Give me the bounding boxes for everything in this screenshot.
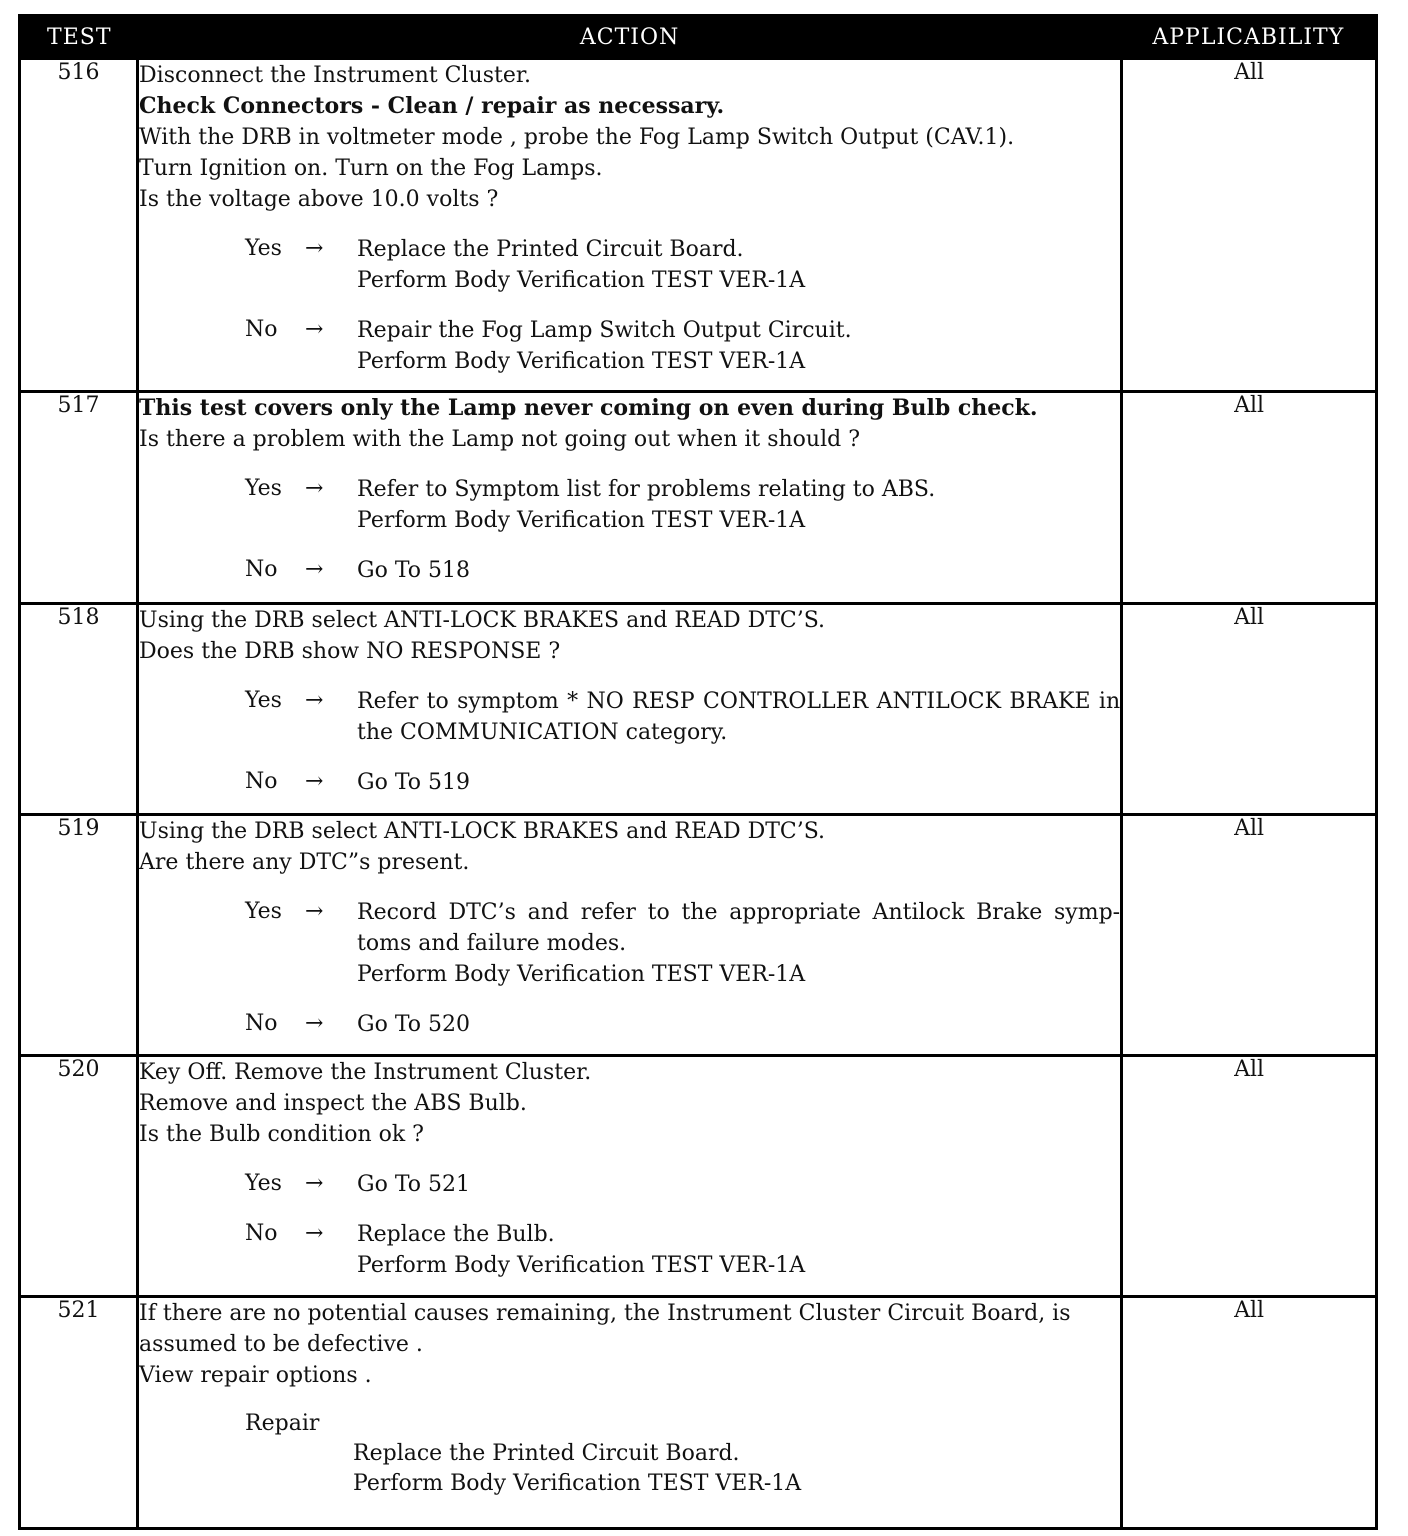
repair-action <box>353 1439 1120 1499</box>
response-action-line: Refer to symptom * NO RESP CONTROLLER ANTILOCK BRAKE in the COMMUNICATION category. <box>357 689 1121 745</box>
response-action <box>357 234 1120 296</box>
response-action-line: Perform Body Verification TEST VER-1A <box>357 508 806 533</box>
response-action <box>357 474 1120 536</box>
test-number: 516 <box>20 59 138 392</box>
action-instruction: Remove and inspect the ABS Bulb. <box>139 1091 527 1116</box>
response-action-line: Go To 519 <box>357 770 471 795</box>
response-label: Yes <box>245 899 282 924</box>
response-label: Yes <box>245 688 282 713</box>
header-test: TEST <box>20 16 138 59</box>
arrow-right-icon: → <box>305 688 324 713</box>
action-instruction: Is there a problem with the Lamp not going out when it should ? <box>139 427 861 452</box>
arrow-right-icon: → <box>305 769 324 794</box>
arrow-right-icon: → <box>305 1171 324 1196</box>
action-instruction: View repair options . <box>139 1363 372 1388</box>
test-number: 519 <box>20 815 138 1056</box>
test-action <box>138 604 1122 815</box>
response-label: No <box>245 1011 278 1036</box>
repair-label: Repair <box>245 1411 320 1436</box>
response-no <box>245 315 1120 377</box>
response-label: Yes <box>245 236 282 261</box>
response-action-line: Repair the Fog Lamp Switch Output Circuit. <box>357 318 852 343</box>
applicability-value: All <box>1122 1056 1377 1297</box>
response-action <box>357 686 1120 748</box>
arrow-right-icon: → <box>305 557 324 582</box>
test-row <box>20 604 1377 815</box>
arrow-right-icon: → <box>305 1221 324 1246</box>
applicability-value: All <box>1122 604 1377 815</box>
response-action <box>357 1009 1120 1040</box>
action-instruction: Is the voltage above 10.0 volts ? <box>139 187 499 212</box>
diagnostic-test-table <box>18 14 1378 1530</box>
response-label: No <box>245 769 278 794</box>
table-header-row <box>20 16 1377 59</box>
response-label: No <box>245 317 278 342</box>
applicability-value: All <box>1122 392 1377 604</box>
action-instruction: Using the DRB select ANTI-LOCK BRAKES and READ DTC’S. <box>139 819 825 844</box>
response-action <box>357 315 1120 377</box>
response-action-line: Perform Body Verification TEST VER-1A <box>357 268 806 293</box>
action-instruction: With the DRB in voltmeter mode , probe the Fog Lamp Switch Output (CAV.1). <box>139 125 1015 150</box>
arrow-right-icon: → <box>305 317 324 342</box>
action-instruction: Is the Bulb condition ok ? <box>139 1122 424 1147</box>
test-number: 520 <box>20 1056 138 1297</box>
header-action: ACTION <box>138 16 1122 59</box>
applicability-value: All <box>1122 1297 1377 1529</box>
response-action-line: Perform Body Verification TEST VER-1A <box>357 1253 806 1278</box>
arrow-right-icon: → <box>305 236 324 261</box>
response-action-line: Perform Body Verification TEST VER-1A <box>357 962 806 987</box>
response-label: Yes <box>245 1171 282 1196</box>
test-action <box>138 1056 1122 1297</box>
applicability-value: All <box>1122 815 1377 1056</box>
action-instruction: Turn Ignition on. Turn on the Fog Lamps. <box>139 156 603 181</box>
test-row <box>20 392 1377 604</box>
test-action <box>138 392 1122 604</box>
response-no <box>245 1009 1120 1040</box>
response-action <box>357 767 1120 798</box>
test-row <box>20 59 1377 392</box>
response-action <box>357 897 1120 990</box>
test-number: 517 <box>20 392 138 604</box>
response-action-line: Refer to Symptom list for problems relating to ABS. <box>357 477 936 502</box>
response-label: Yes <box>245 476 282 501</box>
action-instruction: Key Off. Remove the Instrument Cluster. <box>139 1060 592 1085</box>
test-number: 521 <box>20 1297 138 1529</box>
test-number: 518 <box>20 604 138 815</box>
repair-action-line: Perform Body Verification TEST VER-1A <box>353 1471 802 1496</box>
response-yes <box>245 474 1120 536</box>
test-action <box>138 1297 1122 1529</box>
action-instruction: Disconnect the Instrument Cluster. <box>139 63 531 88</box>
test-row <box>20 1056 1377 1297</box>
action-instruction: Does the DRB show NO RESPONSE ? <box>139 639 561 664</box>
response-action-line: Go To 518 <box>357 558 471 583</box>
response-no <box>245 555 1120 586</box>
response-action-line: Perform Body Verification TEST VER-1A <box>357 349 806 374</box>
test-row <box>20 1297 1377 1529</box>
response-action-line: Replace the Bulb. <box>357 1222 555 1247</box>
action-instruction: assumed to be defective . <box>139 1332 423 1357</box>
test-action <box>138 815 1122 1056</box>
response-yes <box>245 686 1120 748</box>
action-instruction-bold: Check Connectors - Clean / repair as necessary. <box>139 93 725 119</box>
applicability-value: All <box>1122 59 1377 392</box>
response-no <box>245 767 1120 798</box>
action-instruction: If there are no potential causes remaining, the Instrument Cluster Circuit Board, is <box>139 1301 1071 1326</box>
response-action-line: Replace the Printed Circuit Board. <box>357 237 744 262</box>
response-action <box>357 555 1120 586</box>
header-applicability: APPLICABILITY <box>1122 16 1377 59</box>
response-yes <box>245 897 1120 990</box>
action-instruction-bold: This test covers only the Lamp never coming on even during Bulb check. <box>139 395 1038 421</box>
arrow-right-icon: → <box>305 1011 324 1036</box>
response-action-line: Record DTC’s and refer to the appropriate Antilock Brake symp- toms and failure modes. <box>357 900 1121 956</box>
table-body <box>20 59 1377 1529</box>
response-action-line: Go To 521 <box>357 1172 471 1197</box>
action-instruction: Are there any DTC”s present. <box>139 850 470 875</box>
response-action <box>357 1169 1120 1200</box>
test-action <box>138 59 1122 392</box>
response-no <box>245 1219 1120 1281</box>
response-action-line: Go To 520 <box>357 1012 471 1037</box>
response-yes <box>245 234 1120 296</box>
action-instruction: Using the DRB select ANTI-LOCK BRAKES and READ DTC’S. <box>139 608 825 633</box>
response-yes <box>245 1169 1120 1200</box>
arrow-right-icon: → <box>305 476 324 501</box>
response-label: No <box>245 1221 278 1246</box>
repair-action-line: Replace the Printed Circuit Board. <box>353 1441 740 1466</box>
response-action <box>357 1219 1120 1281</box>
response-label: No <box>245 557 278 582</box>
test-row <box>20 815 1377 1056</box>
arrow-right-icon: → <box>305 899 324 924</box>
